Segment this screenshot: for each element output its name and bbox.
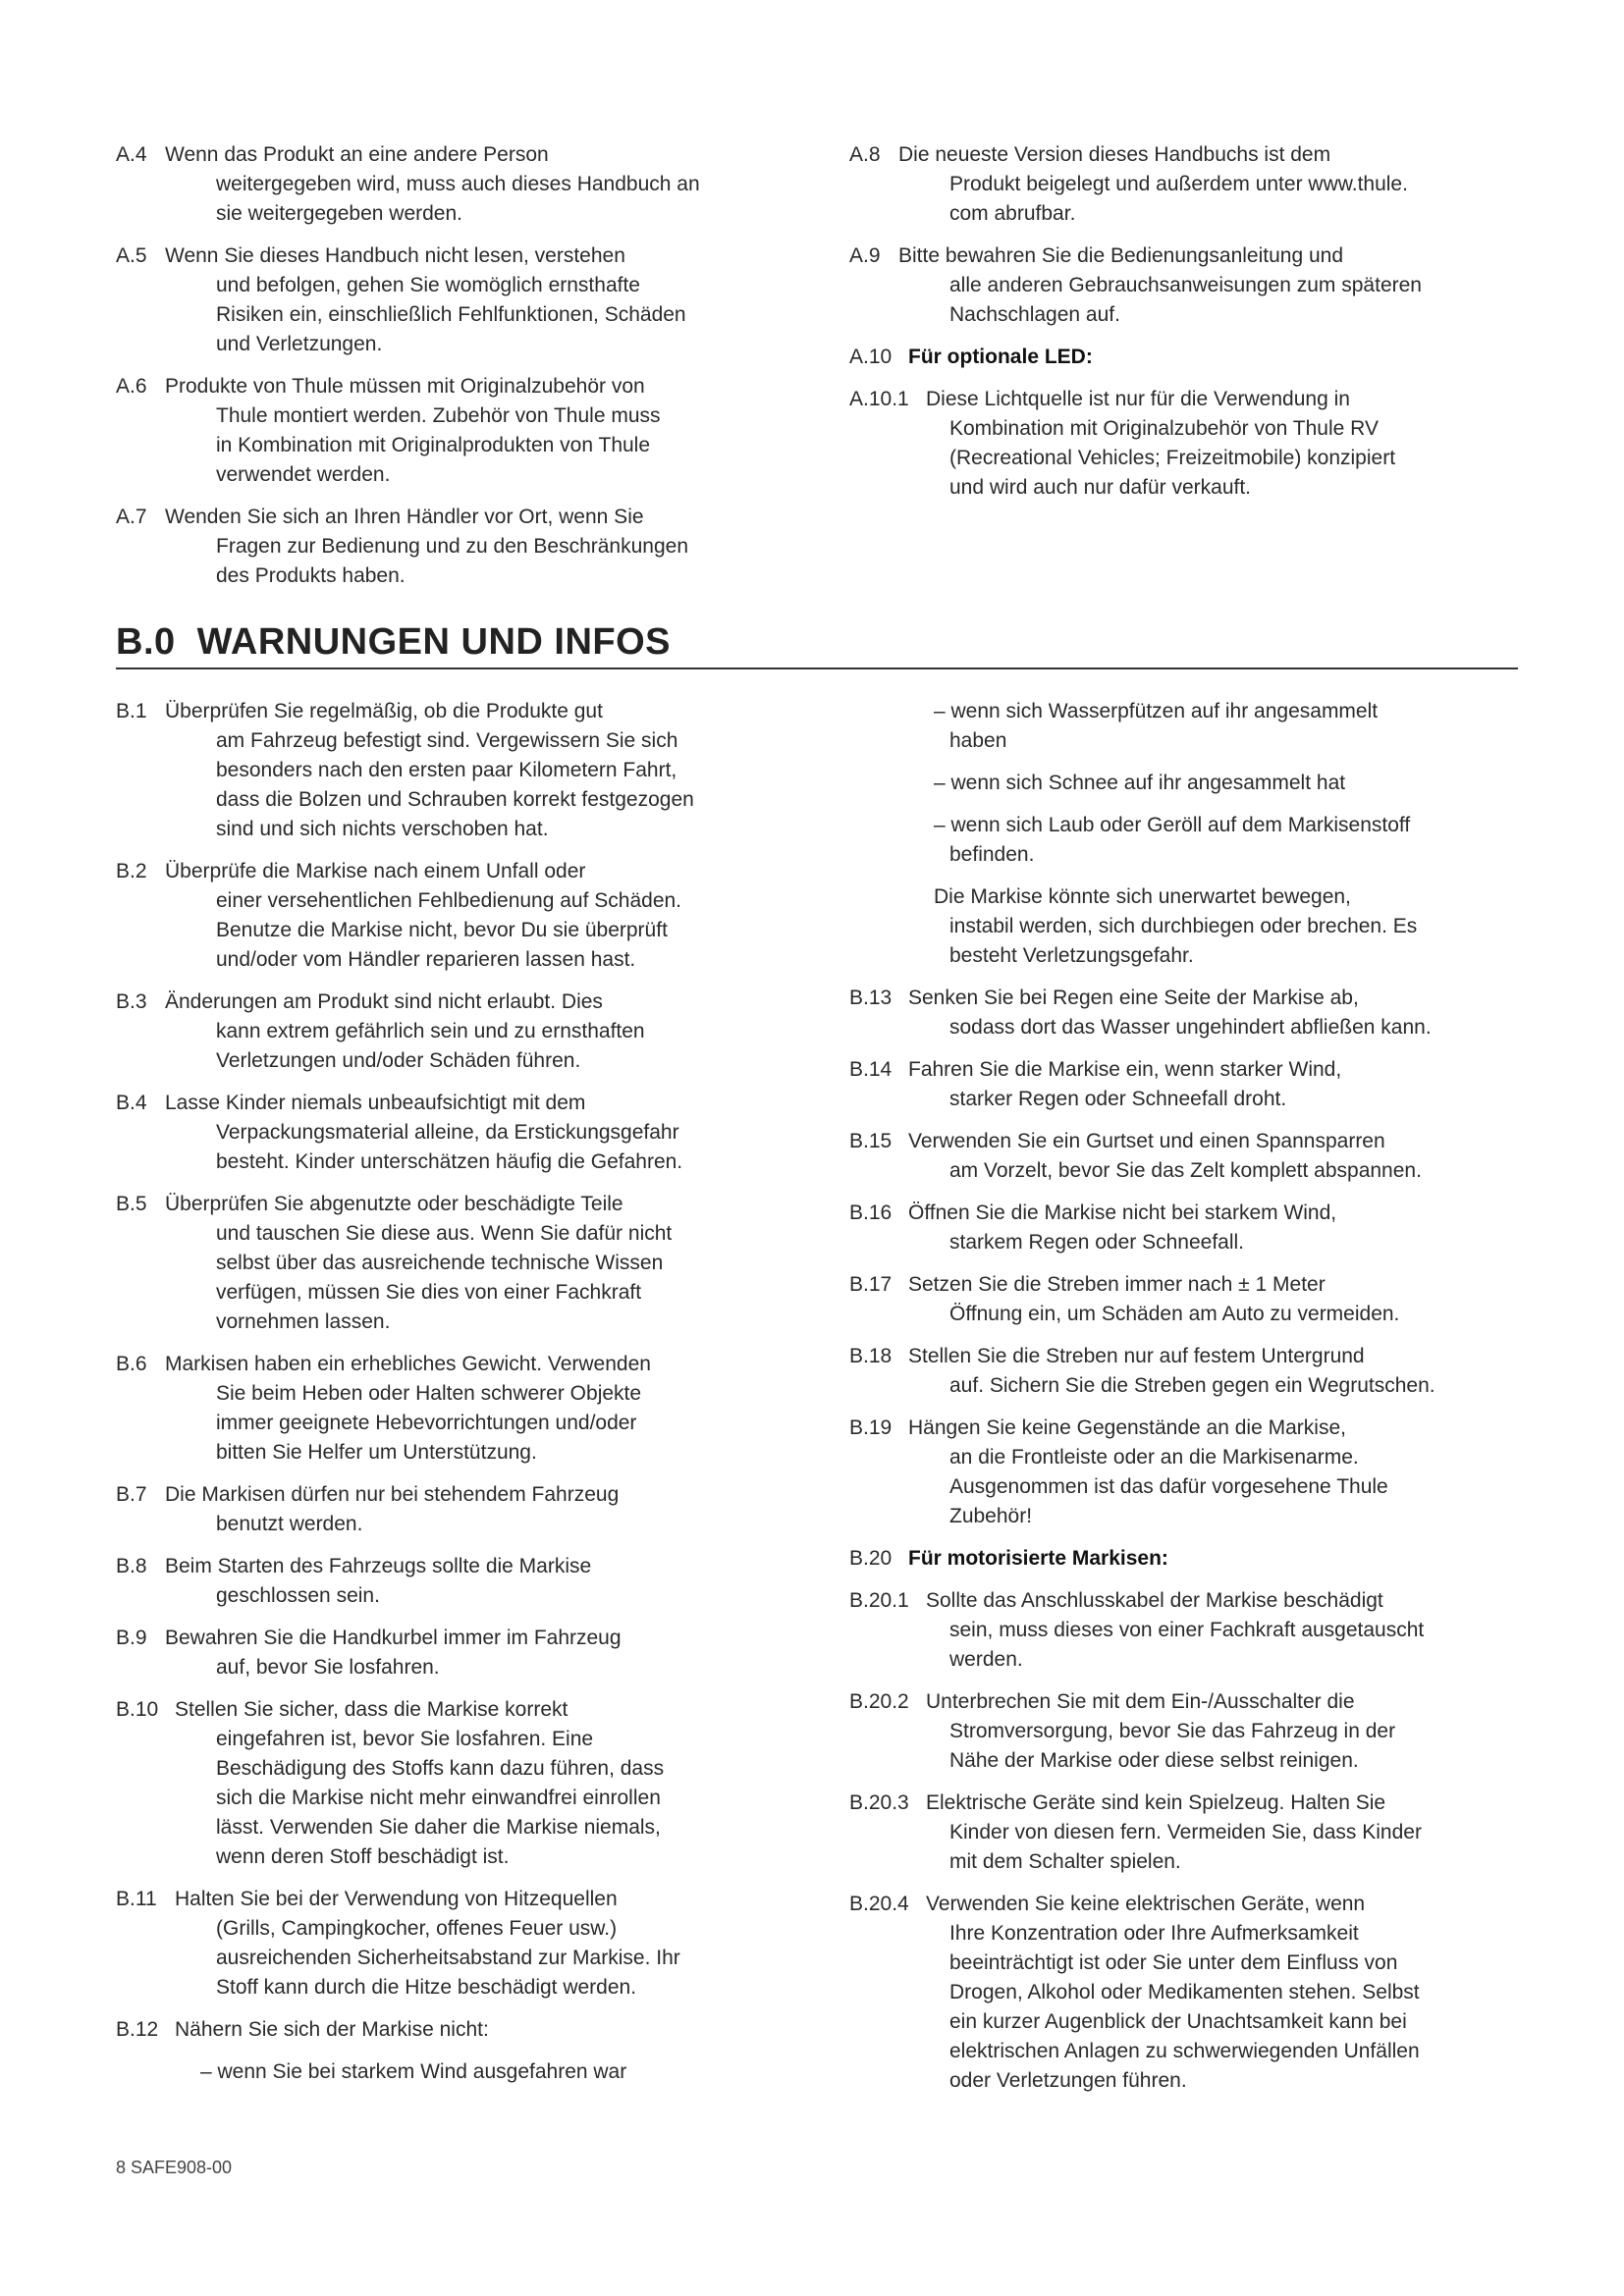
item-number: B.17 [849,1273,893,1296]
list-item [116,241,784,359]
item-text: Überprüfe die Markise nach einem Unfall oder einer versehentlichen Fehlbedienung auf Schäden. Benutze die Markise nicht, bevor Du sie überprüft und/oder vom Händler reparieren lassen hast. [165,860,682,971]
item-text: Überprüfen Sie regelmäßig, ob die Produkte gut am Fahrzeug befestigt sind. Vergewissern Sie sich besonders nach den ersten paar Kilometern Fahrt, dass die Bolzen und Schrauben korrekt festgezogen sind und sich nichts verschoben hat. [165,700,694,840]
list-item [849,140,1527,229]
list-item [116,1624,784,1682]
item-text: Verwenden Sie keine elektrischen Geräte, wenn Ihre Konzentration oder Ihre Aufmerksamkeit beeinträchtigt ist oder Sie unter dem Einfluss von Drogen, Alkohol oder Medikamenten stehen. Selbst ein kurzer Augenblick der Unachtsamkeit kann bei elektrischen Anlagen zu schwerwiegenden Unfällen oder Verletzungen führen. [926,1893,1420,2092]
item-text: Nähern Sie sich der Markise nicht: [175,2018,489,2041]
item-text: Bitte bewahren Sie die Bedienungsanleitung und alle anderen Gebrauchsanweisungen zum späteren Nachschlagen auf. [898,244,1422,326]
list-item [116,1089,784,1177]
item-number: B.3 [116,990,147,1013]
item-text: Wenn das Produkt an eine andere Person weitergegeben wird, muss auch dieses Handbuch an sie weitergegeben werden. [165,143,700,225]
list-item [849,1199,1527,1257]
list-item [116,857,784,975]
item-number: A.6 [116,375,147,398]
list-item [116,1190,784,1337]
item-text: Markisen haben ein erhebliches Gewicht. Verwenden Sie beim Heben oder Halten schwerer Objekte immer geeignete Hebevorrichtungen und/oder bitten Sie Helfer um Unterstützung. [165,1353,651,1464]
item-text: Elektrische Geräte sind kein Spielzeug. Halten Sie Kinder von diesen fern. Vermeiden Sie, dass Kinder mit dem Schalter spielen. [926,1791,1422,1873]
item-text: – wenn sich Wasserpfützen auf ihr angesammelt haben [934,700,1379,752]
item-number: A.5 [116,244,147,267]
item-number: B.1 [116,700,147,722]
item-number: A.10.1 [849,388,909,410]
item-text: – wenn sich Schnee auf ihr angesammelt hat [934,772,1346,794]
list-item [849,984,1527,1042]
list-item [116,1552,784,1611]
item-number: A.4 [116,143,147,166]
list-item [849,1789,1527,1877]
list-item [849,1127,1527,1186]
list-item [849,1890,1527,2096]
item-text: Überprüfen Sie abgenutzte oder beschädigte Teile und tauschen Sie diese aus. Wenn Sie dafür nicht selbst über das ausreichende technische Wissen verfügen, müssen Sie dies von einer Fachkraft vornehmen lassen. [165,1193,673,1333]
item-text: Wenn Sie dieses Handbuch nicht lesen, verstehen und befolgen, gehen Sie womöglich ernsthafte Risiken ein, einschließlich Fehlfunktionen, Schäden und Verletzungen. [165,244,686,355]
item-number: B.11 [116,1888,157,1910]
list-item [116,372,784,490]
list-item [849,1342,1527,1401]
item-text: Fahren Sie die Markise ein, wenn starker Wind, starker Regen oder Schneefall droht. [908,1058,1342,1110]
item-text: Diese Lichtquelle ist nur für die Verwendung in Kombination mit Originalzubehör von Thule RV (Recreational Vehicles; Freizeitmobile) konzipiert und wird auch nur dafür verkauft. [926,388,1396,499]
item-number: B.16 [849,1201,893,1224]
item-number: B.20 [849,1547,893,1570]
section-heading [116,621,1518,669]
item-text: Für motorisierte Markisen: [908,1547,1168,1570]
item-number: B.18 [849,1345,893,1367]
item-number: B.20.3 [849,1791,909,1814]
bullet-item [849,769,1527,798]
list-item [116,140,784,229]
item-text: Lasse Kinder niemals unbeaufsichtigt mit dem Verpackungsmaterial alleine, da Erstickungsgefahr besteht. Kinder unterschätzen häufig die Gefahren. [165,1092,683,1173]
item-number: B.5 [116,1193,147,1215]
item-number: A.9 [849,244,881,267]
item-text: Öffnen Sie die Markise nicht bei starkem Wind, starkem Regen oder Schneefall. [908,1201,1337,1254]
top-right-column [849,140,1527,515]
item-text: Verwenden Sie ein Gurtset und einen Spannsparren am Vorzelt, bevor Sie das Zelt komplett abspannen. [908,1130,1422,1182]
item-text: Die Markise könnte sich unerwartet bewegen, instabil werden, sich durchbiegen oder brechen. Es besteht Verletzungsgefahr. [934,885,1418,967]
item-text: Halten Sie bei der Verwendung von Hitzequellen (Grills, Campingkocher, offenes Feuer usw.) ausreichenden Sicherheitsabstand zur Markise. Ihr Stoff kann durch die Hitze beschädigt werden. [175,1888,680,1999]
list-item [849,1586,1527,1675]
section-number: B.0 [116,621,176,663]
item-number: B.19 [849,1416,893,1439]
item-text: Bewahren Sie die Handkurbel immer im Fahrzeug auf, bevor Sie losfahren. [165,1627,622,1679]
item-number: B.20.4 [849,1893,909,1915]
bullet-item [849,811,1527,870]
item-number: B.14 [849,1058,893,1081]
item-text: Die neueste Version dieses Handbuchs ist dem Produkt beigelegt und außerdem unter www.thule. com abrufbar. [898,143,1408,225]
item-number: B.6 [116,1353,147,1375]
top-left-column [116,140,784,604]
list-item [116,988,784,1076]
subsection-heading [849,343,1527,372]
list-item [116,1480,784,1539]
item-number: B.20.2 [849,1690,909,1713]
list-item [116,1350,784,1468]
item-number: B.8 [116,1555,147,1577]
item-number: B.7 [116,1483,147,1506]
item-number: B.15 [849,1130,893,1152]
list-item [116,1695,784,1872]
item-number: A.7 [116,506,147,528]
section-title: WARNUNGEN UND INFOS [196,621,672,663]
item-text: Stellen Sie sicher, dass die Markise korrekt eingefahren ist, bevor Sie losfahren. Eine Beschädigung des Stoffs kann dazu führen, dass sich die Markise nicht mehr einwandfrei einrollen lässt. Verwenden Sie daher die Markise niemals, wenn deren Stoff beschädigt ist. [175,1698,665,1868]
item-text: Unterbrechen Sie mit dem Ein-/Ausschalter die Stromversorgung, bevor Sie das Fahrzeug in der Nähe der Markise oder diese selbst reinigen. [926,1690,1396,1772]
bottom-left-column [116,697,784,2100]
item-text: Sollte das Anschlusskabel der Markise beschädigt sein, muss dieses von einer Fachkraft ausgetauscht werden. [926,1589,1425,1671]
item-text: Hängen Sie keine Gegenstände an die Markise, an die Frontleiste oder an die Markisenarme. Ausgenommen ist das dafür vorgesehene Thule Zubehör! [908,1416,1388,1527]
item-text: – wenn sich Laub oder Geröll auf dem Markisenstoff befinden. [934,814,1411,866]
list-item [849,1414,1527,1531]
item-number: B.12 [116,2018,159,2041]
item-text: Die Markisen dürfen nur bei stehendem Fahrzeug benutzt werden. [165,1483,620,1535]
item-text: Stellen Sie die Streben nur auf festem Untergrund auf. Sichern Sie die Streben gegen ein Wegrutschen. [908,1345,1435,1397]
subsection-heading [849,1544,1527,1574]
item-number: B.20.1 [849,1589,909,1612]
item-number: B.10 [116,1698,159,1721]
item-text: Senken Sie bei Regen eine Seite der Markise ab, sodass dort das Wasser ungehindert abfließen kann. [908,987,1432,1039]
bullet-item [849,882,1527,971]
list-item [849,1055,1527,1114]
list-item [116,2015,784,2045]
item-number: B.13 [849,987,893,1009]
item-text: Setzen Sie die Streben immer nach ± 1 Meter Öffnung ein, um Schäden am Auto zu vermeiden. [908,1273,1400,1325]
item-number: B.9 [116,1627,147,1649]
item-text: – wenn Sie bei starkem Wind ausgefahren war [200,2060,627,2083]
bullet-item [116,2057,784,2087]
list-item [116,1885,784,2002]
list-item [116,503,784,591]
list-item [849,1687,1527,1776]
bullet-item [849,697,1527,756]
item-number: A.8 [849,143,881,166]
item-text: Produkte von Thule müssen mit Originalzubehör von Thule montiert werden. Zubehör von Thule muss in Kombination mit Originalprodukten von Thule verwendet werden. [165,375,661,486]
list-item [849,1270,1527,1329]
item-number: A.10 [849,346,893,368]
item-text: Für optionale LED: [908,346,1093,368]
item-text: Wenden Sie sich an Ihren Händler vor Ort, wenn Sie Fragen zur Bedienung und zu den Beschränkungen des Produkts haben. [165,506,689,587]
list-item [849,385,1527,503]
item-text: Beim Starten des Fahrzeugs sollte die Markise geschlossen sein. [165,1555,592,1607]
page-footer: 8 SAFE908-00 [116,2158,233,2177]
bottom-right-column [849,697,1527,2109]
item-number: B.2 [116,860,147,882]
item-text: Änderungen am Produkt sind nicht erlaubt. Dies kann extrem gefährlich sein und zu ernsthaften Verletzungen und/oder Schäden führen. [165,990,645,1072]
list-item [116,697,784,844]
list-item [849,241,1527,330]
item-number: B.4 [116,1092,147,1114]
